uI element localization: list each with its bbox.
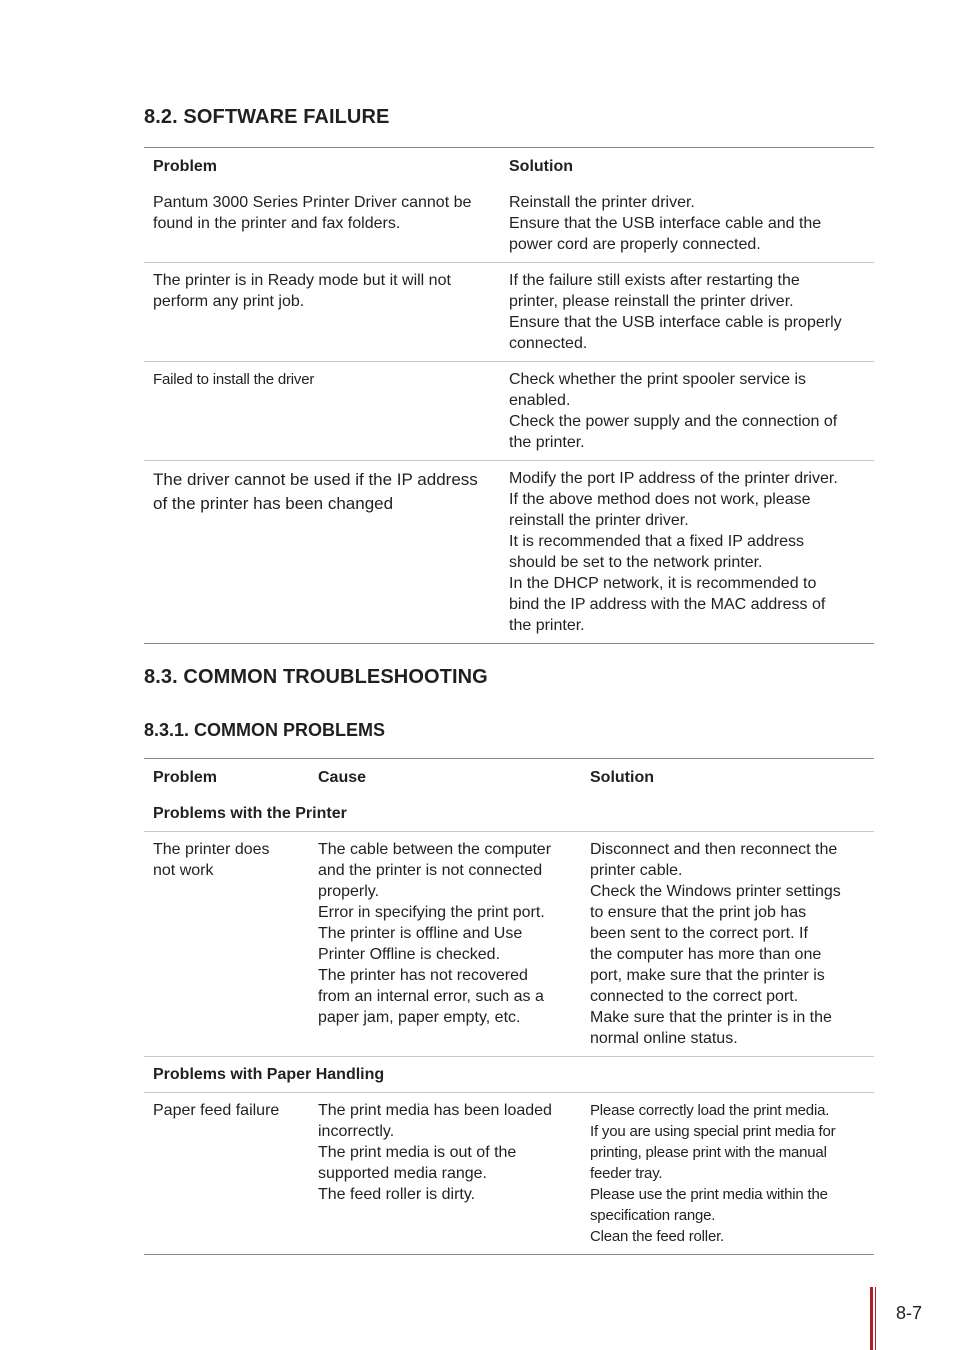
text-line: to ensure that the print job has: [590, 904, 807, 921]
table-row: [144, 185, 874, 263]
common-problems-table: [144, 758, 874, 1255]
text-line: printing, please print with the manual: [590, 1144, 827, 1161]
problem-cell: [144, 461, 500, 644]
text-line: If the failure still exists after restarting the: [509, 272, 800, 289]
text-line: Paper feed failure: [153, 1102, 280, 1119]
cause-cell: [309, 832, 581, 1057]
cause-cell: [309, 1093, 581, 1255]
text-line: paper jam, paper empty, etc.: [318, 1009, 521, 1026]
text-line: Check the Windows printer settings: [590, 883, 841, 900]
text-line: Failed to install the driver: [153, 371, 315, 388]
text-line: incorrectly.: [318, 1123, 395, 1140]
text-line: enabled.: [509, 392, 571, 409]
text-line: perform any print job.: [153, 293, 305, 310]
text-line: Check whether the print spooler service is: [509, 371, 807, 388]
footer-accent-line: [875, 1287, 876, 1350]
text-line: the printer.: [509, 617, 585, 634]
header-problem: Problem: [153, 769, 218, 786]
text-line: specification range.: [590, 1207, 716, 1224]
text-line: Reinstall the printer driver.: [509, 194, 695, 211]
solution-cell: [500, 185, 874, 263]
text-line: The printer is in Ready mode but it will not: [153, 272, 451, 289]
page-number: 8-7: [896, 1303, 923, 1323]
text-line: connected to the correct port.: [590, 988, 799, 1005]
header-cause: Cause: [318, 769, 367, 786]
text-line: supported media range.: [318, 1165, 487, 1182]
text-line: Check the power supply and the connection of: [509, 413, 838, 430]
table-row: [144, 263, 874, 362]
text-line: of the printer has been changed: [153, 494, 394, 513]
problem-cell: [144, 362, 500, 461]
text-line: the computer has more than one: [590, 946, 822, 963]
text-line: bind the IP address with the MAC address of: [509, 596, 826, 613]
group-label: Problems with Paper Handling: [153, 1066, 385, 1083]
table-row: [144, 832, 874, 1057]
table-header-row: [144, 148, 874, 186]
text-line: Printer Offline is checked.: [318, 946, 501, 963]
group-row-printer: [144, 796, 874, 832]
section-title-common-troubleshooting: 8.3. COMMON TROUBLESHOOTING: [144, 666, 488, 688]
table-header-row: [144, 759, 874, 797]
text-line: feeder tray.: [590, 1165, 663, 1182]
section-title-software-failure: 8.2. SOFTWARE FAILURE: [144, 106, 390, 128]
solution-cell: [581, 832, 874, 1057]
software-failure-table: [144, 147, 874, 644]
header-solution: Solution: [509, 158, 573, 175]
text-line: It is recommended that a fixed IP address: [509, 533, 804, 550]
text-line: Pantum 3000 Series Printer Driver cannot be: [153, 194, 472, 211]
text-line: the printer.: [509, 434, 585, 451]
text-line: If you are using special print media for: [590, 1123, 836, 1140]
text-line: properly.: [318, 883, 380, 900]
group-label: Problems with the Printer: [153, 805, 347, 822]
text-line: Please correctly load the print media.: [590, 1102, 830, 1119]
text-line: Please use the print media within the: [590, 1186, 828, 1203]
problem-cell: [144, 185, 500, 263]
text-line: In the DHCP network, it is recommended to: [509, 575, 817, 592]
header-solution: Solution: [590, 769, 654, 786]
text-line: connected.: [509, 335, 588, 352]
group-row-paper-handling: [144, 1057, 874, 1093]
text-line: The printer has not recovered: [318, 967, 528, 984]
solution-cell: [581, 1093, 874, 1255]
text-line: Make sure that the printer is in the: [590, 1009, 832, 1026]
problem-cell: [144, 1093, 309, 1255]
solution-cell: [500, 362, 874, 461]
text-line: Error in specifying the print port.: [318, 904, 545, 921]
text-line: Modify the port IP address of the printer driver.: [509, 470, 838, 487]
text-line: found in the printer and fax folders.: [153, 215, 401, 232]
text-line: The printer is offline and Use: [318, 925, 523, 942]
header-problem: Problem: [153, 158, 218, 175]
solution-cell: [500, 461, 874, 644]
table-row: [144, 1093, 874, 1255]
text-line: port, make sure that the printer is: [590, 967, 825, 984]
text-line: reinstall the printer driver.: [509, 512, 689, 529]
text-line: printer cable.: [590, 862, 683, 879]
text-line: printer, please reinstall the printer driver.: [509, 293, 794, 310]
solution-cell: [500, 263, 874, 362]
text-line: should be set to the network printer.: [509, 554, 763, 571]
table-row: [144, 461, 874, 644]
text-line: The printer does: [153, 841, 270, 858]
text-line: not work: [153, 862, 214, 879]
text-line: The print media is out of the: [318, 1144, 517, 1161]
text-line: The cable between the computer: [318, 841, 552, 858]
text-line: The driver cannot be used if the IP address: [153, 470, 478, 489]
text-line: If the above method does not work, please: [509, 491, 811, 508]
text-line: normal online status.: [590, 1030, 738, 1047]
table-row: [144, 362, 874, 461]
text-line: Disconnect and then reconnect the: [590, 841, 838, 858]
text-line: been sent to the correct port. If: [590, 925, 808, 942]
text-line: Ensure that the USB interface cable is properly: [509, 314, 842, 331]
subsection-title-common-problems: 8.3.1. COMMON PROBLEMS: [144, 720, 386, 740]
text-line: Clean the feed roller.: [590, 1228, 725, 1245]
text-line: power cord are properly connected.: [509, 236, 761, 253]
text-line: The feed roller is dirty.: [318, 1186, 476, 1203]
text-line: The print media has been loaded: [318, 1102, 552, 1119]
problem-cell: [144, 832, 309, 1057]
text-line: from an internal error, such as a: [318, 988, 544, 1005]
text-line: and the printer is not connected: [318, 862, 543, 879]
text-line: Ensure that the USB interface cable and the: [509, 215, 822, 232]
problem-cell: [144, 263, 500, 362]
footer-accent-bar: [870, 1287, 873, 1350]
